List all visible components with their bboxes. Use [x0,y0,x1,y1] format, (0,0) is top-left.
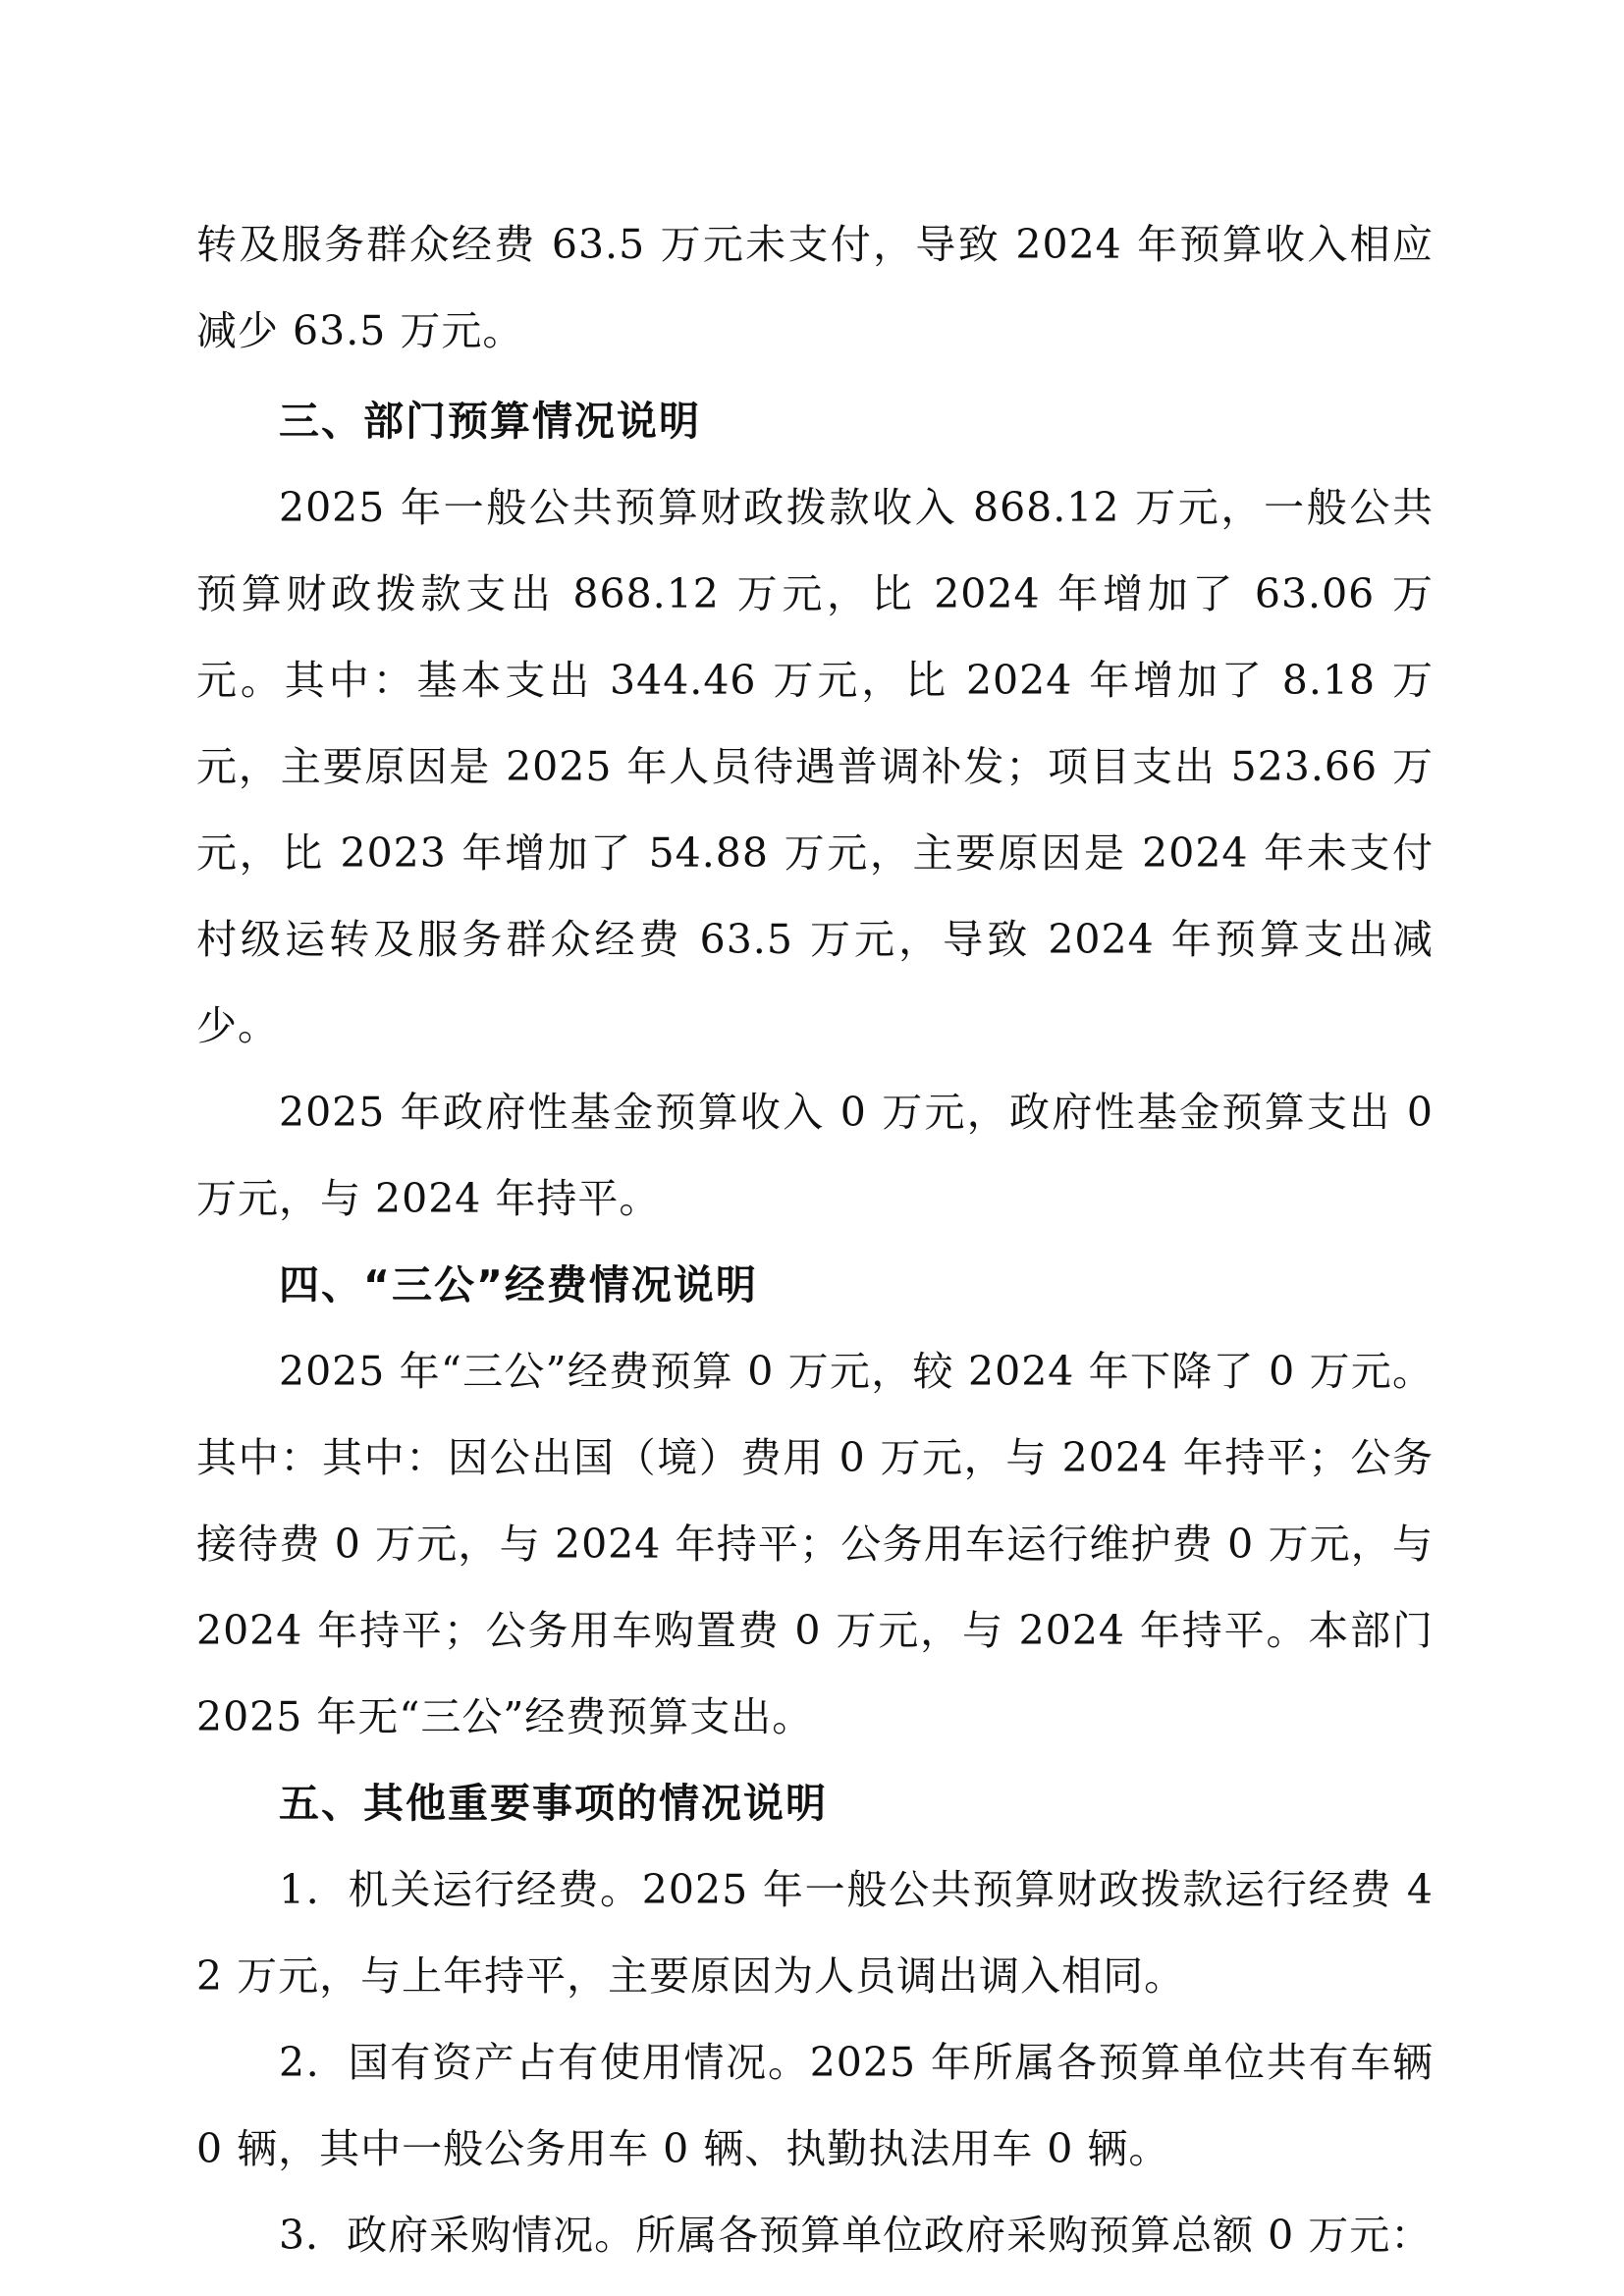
section-heading-department-budget: 三、部门预算情况说明 [279,398,701,445]
paragraph-three-public-expenses: 2025 年“三公”经费预算 0 万元，较 2024 年下降了 0 万元。其中：其中：因公出国（境）费用 0 万元，与 2024 年持平；公务接待费 0 万元，与 2024 年持平；公务用车运行维护费 0 万元，与 2024 年持平；公务用车购置费 0 万元，与 2024 年持平。本部门 2025 年无“三公”经费预算支出。 [196,1348,1434,1740]
paragraph-state-assets: 2．国有资产占有使用情况。2025 年所属各预算单位共有车辆 0 辆，其中一般公务用车 0 辆、执勤执法用车 0 辆。 [196,2039,1434,2172]
paragraph-general-budget: 2025 年一般公共预算财政拨款收入 868.12 万元，一般公共预算财政拨款支出 868.12 万元，比 2024 年增加了 63.06 万元。其中：基本支出 344.46 万元，比 2024 年增加了 8.18 万元，主要原因是 2025 年人员待遇普调补发；项目支出 523.66 万元，比 2023 年增加了 54.88 万元，主要原因是 2024 年未支付村级运转及服务群众经费 63.5 万元，导致 2024 年预算支出减少。 [196,484,1434,1049]
paragraph-government-procurement: 3．政府采购情况。所属各预算单位政府采购预算总额 0 万元： [279,2212,1433,2259]
paragraph-operating-expenses: 1．机关运行经费。2025 年一般公共预算财政拨款运行经费 42 万元，与上年持平，主要原因为人员调出调入相同。 [196,1866,1434,2000]
section-heading-three-public-expenses: 四、“三公”经费情况说明 [279,1261,758,1308]
section-heading-other-matters: 五、其他重要事项的情况说明 [279,1780,828,1827]
paragraph-government-fund-budget: 2025 年政府性基金预算收入 0 万元，政府性基金预算支出 0 万元，与 2024 年持平。 [196,1089,1434,1222]
document-body [196,201,1434,2278]
paragraph-continuation: 转及服务群众经费 63.5 万元未支付，导致 2024 年预算收入相应减少 63.5 万元。 [196,221,1434,354]
